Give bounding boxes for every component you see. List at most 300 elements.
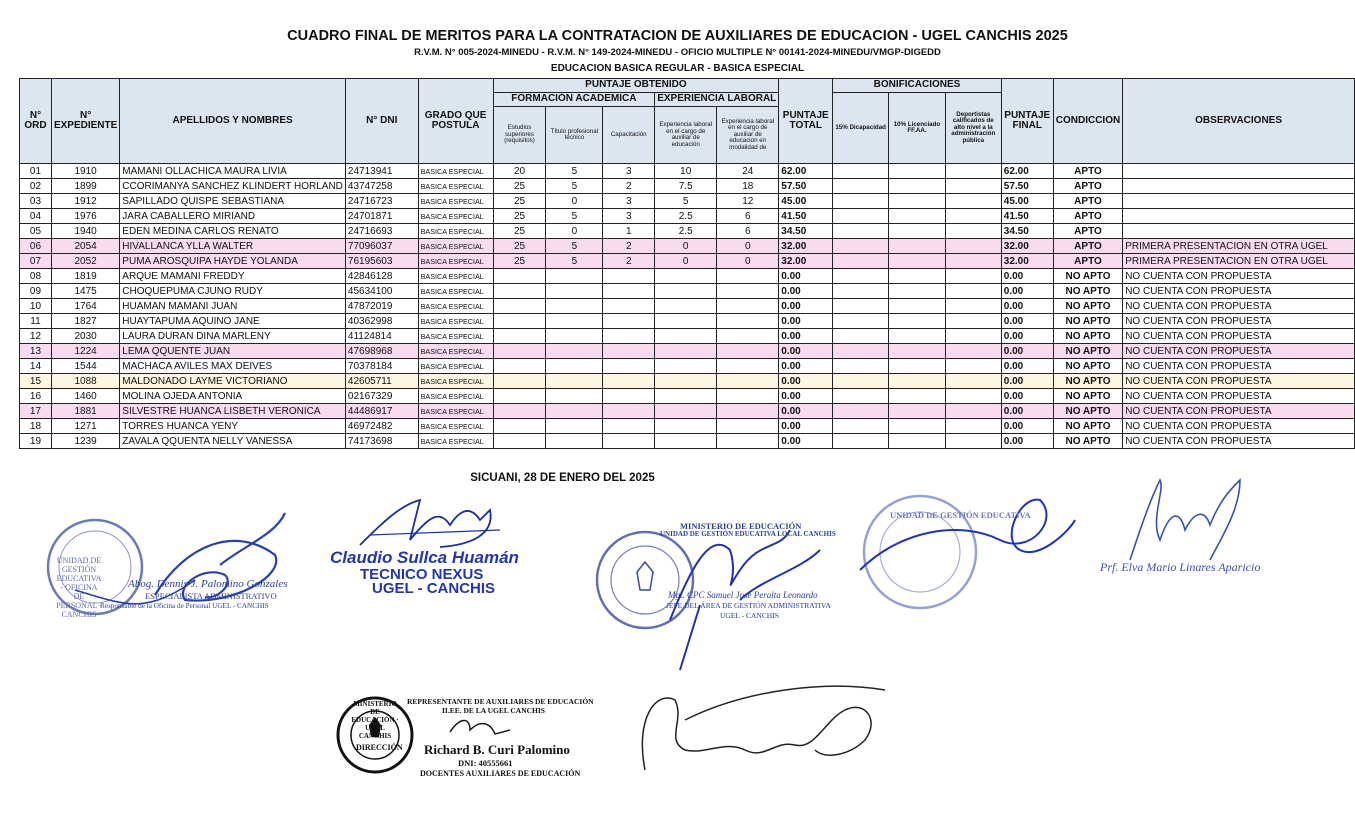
cell-grado: BASICA ESPECIAL — [418, 404, 493, 419]
cell-deportistas — [945, 269, 1001, 284]
cell-capacitacion — [603, 269, 655, 284]
cell-titulo — [546, 404, 603, 419]
cell-discapacidad — [833, 329, 889, 344]
cell-condicion: NO APTO — [1053, 314, 1122, 329]
cell-puntaje-total: 57.50 — [779, 179, 833, 194]
cell-observaciones — [1123, 164, 1355, 179]
cell-condicion: NO APTO — [1053, 359, 1122, 374]
header-experiencia: EXPERIENCIA LABORAL — [655, 93, 779, 107]
cell-grado: BASICA ESPECIAL — [418, 224, 493, 239]
cell-puntaje-final: 34.50 — [1001, 224, 1053, 239]
cell-puntaje-final: 0.00 — [1001, 374, 1053, 389]
cell-grado: BASICA ESPECIAL — [418, 284, 493, 299]
cell-capacitacion — [603, 314, 655, 329]
cell-name: MALDONADO LAYME VICTORIANO — [120, 374, 346, 389]
cell-titulo — [546, 284, 603, 299]
signer-2-name: Claudio Sullca Huamán — [330, 548, 519, 567]
cell-condicion: NO APTO — [1053, 374, 1122, 389]
education-level: EDUCACION BASICA REGULAR - BASICA ESPECIAL — [550, 63, 805, 74]
cell-puntaje-final: 0.00 — [1001, 284, 1053, 299]
table-row — [20, 404, 1355, 419]
cell-capacitacion: 3 — [603, 209, 655, 224]
cell-observaciones: NO CUENTA CON PROPUESTA — [1123, 359, 1355, 374]
cell-condicion: APTO — [1053, 194, 1122, 209]
cell-estudios — [493, 404, 546, 419]
cell-observaciones: NO CUENTA CON PROPUESTA — [1123, 269, 1355, 284]
table-row — [20, 239, 1355, 254]
cell-ord: 05 — [20, 224, 52, 239]
cell-discapacidad — [833, 284, 889, 299]
cell-puntaje-total: 32.00 — [779, 254, 833, 269]
cell-titulo — [546, 314, 603, 329]
cell-exp-modalidad — [717, 299, 779, 314]
table-row — [20, 269, 1355, 284]
cell-name: MOLINA OJEDA ANTONIA — [120, 389, 346, 404]
header-condicion: CONDICCION — [1053, 79, 1122, 164]
cell-licenciado — [889, 269, 946, 284]
cell-ord: 01 — [20, 164, 52, 179]
header-observaciones: OBSERVACIONES — [1123, 79, 1355, 164]
cell-observaciones — [1123, 209, 1355, 224]
seal-3-ministry: MINISTERIO DE EDUCACIÓN — [680, 521, 802, 531]
cell-expediente: 1239 — [51, 434, 119, 449]
cell-condicion: APTO — [1053, 254, 1122, 269]
merit-table — [19, 78, 1355, 449]
cell-exp-modalidad: 0 — [717, 239, 779, 254]
cell-exp-modalidad — [717, 329, 779, 344]
cell-name: CHOQUEPUMA CJUNO RUDY — [120, 284, 346, 299]
cell-puntaje-total: 0.00 — [779, 404, 833, 419]
cell-capacitacion — [603, 434, 655, 449]
cell-puntaje-final: 0.00 — [1001, 404, 1053, 419]
cell-capacitacion — [603, 344, 655, 359]
seal-1-text: UNIDAD DE GESTIÓN EDUCATIVA - OFICINA DE PERSONAL - CANCHIS — [56, 556, 102, 619]
cell-puntaje-total: 45.00 — [779, 194, 833, 209]
cell-exp-cargo — [655, 404, 717, 419]
cell-estudios — [493, 269, 546, 284]
header-licenciado: 10% Licenciado FF.AA. — [889, 93, 946, 164]
cell-capacitacion — [603, 404, 655, 419]
cell-exp-cargo — [655, 344, 717, 359]
signer-3-unit: UGEL - CANCHIS — [720, 611, 779, 620]
cell-observaciones: NO CUENTA CON PROPUESTA — [1123, 344, 1355, 359]
cell-name: PUMA AROSQUIPA HAYDE YOLANDA — [120, 254, 346, 269]
cell-ord: 16 — [20, 389, 52, 404]
cell-exp-cargo: 10 — [655, 164, 717, 179]
header-nombres: APELLIDOS Y NOMBRES — [120, 79, 346, 164]
cell-observaciones: NO CUENTA CON PROPUESTA — [1123, 434, 1355, 449]
cell-capacitacion — [603, 359, 655, 374]
cell-titulo — [546, 299, 603, 314]
cell-estudios: 20 — [493, 164, 546, 179]
cell-grado: BASICA ESPECIAL — [418, 374, 493, 389]
cell-exp-modalidad: 6 — [717, 224, 779, 239]
header-titulo: Título profesional técnico — [546, 107, 603, 164]
cell-name: SAPILLADO QUISPE SEBASTIANA — [120, 194, 346, 209]
document-subtitle: R.V.M. N° 005-2024-MINEDU - R.V.M. N° 149-2024-MINEDU - OFICIO MULTIPLE N° 00141-2024-MINEDU/VMGP-DIGEDD — [414, 47, 941, 58]
cell-capacitacion: 3 — [603, 194, 655, 209]
cell-discapacidad — [833, 434, 889, 449]
cell-dni: 42846128 — [345, 269, 418, 284]
cell-deportistas — [945, 179, 1001, 194]
cell-estudios — [493, 434, 546, 449]
signature-6-icon — [440, 712, 520, 742]
cell-exp-cargo — [655, 269, 717, 284]
cell-ord: 11 — [20, 314, 52, 329]
cell-discapacidad — [833, 209, 889, 224]
cell-dni: 24713941 — [345, 164, 418, 179]
cell-discapacidad — [833, 389, 889, 404]
cell-expediente: 1910 — [51, 164, 119, 179]
cell-exp-cargo: 5 — [655, 194, 717, 209]
cell-observaciones: NO CUENTA CON PROPUESTA — [1123, 419, 1355, 434]
table-row — [20, 209, 1355, 224]
signer-6-name: Richard B. Curi Palomino — [424, 742, 570, 757]
cell-deportistas — [945, 209, 1001, 224]
cell-condicion: NO APTO — [1053, 299, 1122, 314]
cell-ord: 04 — [20, 209, 52, 224]
cell-exp-cargo — [655, 434, 717, 449]
cell-estudios: 25 — [493, 179, 546, 194]
cell-expediente: 1224 — [51, 344, 119, 359]
cell-licenciado — [889, 359, 946, 374]
cell-puntaje-final: 45.00 — [1001, 194, 1053, 209]
cell-deportistas — [945, 389, 1001, 404]
cell-exp-modalidad: 6 — [717, 209, 779, 224]
cell-ord: 13 — [20, 344, 52, 359]
cell-name: MACHACA AVILES MAX DEIVES — [120, 359, 346, 374]
cell-observaciones: NO CUENTA CON PROPUESTA — [1123, 329, 1355, 344]
cell-dni: 40362998 — [345, 314, 418, 329]
signer-1-name: Abog. Dennis J. Palomino Gonzales — [128, 578, 288, 590]
cell-ord: 18 — [20, 419, 52, 434]
cell-titulo — [546, 419, 603, 434]
cell-capacitacion — [603, 374, 655, 389]
cell-grado: BASICA ESPECIAL — [418, 194, 493, 209]
cell-expediente: 1976 — [51, 209, 119, 224]
cell-exp-modalidad: 18 — [717, 179, 779, 194]
cell-dni: 74173698 — [345, 434, 418, 449]
header-discapacidad: 15% Dicapacidad — [833, 93, 889, 164]
cell-capacitacion — [603, 419, 655, 434]
cell-observaciones: NO CUENTA CON PROPUESTA — [1123, 404, 1355, 419]
cell-observaciones: PRIMERA PRESENTACION EN OTRA UGEL — [1123, 254, 1355, 269]
cell-grado: BASICA ESPECIAL — [418, 239, 493, 254]
cell-capacitacion: 2 — [603, 239, 655, 254]
cell-condicion: NO APTO — [1053, 329, 1122, 344]
cell-puntaje-final: 0.00 — [1001, 419, 1053, 434]
cell-dni: 02167329 — [345, 389, 418, 404]
cell-discapacidad — [833, 299, 889, 314]
cell-expediente: 1940 — [51, 224, 119, 239]
cell-expediente: 1764 — [51, 299, 119, 314]
cell-puntaje-final: 0.00 — [1001, 314, 1053, 329]
cell-dni: 70378184 — [345, 359, 418, 374]
cell-observaciones: NO CUENTA CON PROPUESTA — [1123, 299, 1355, 314]
cell-ord: 15 — [20, 374, 52, 389]
cell-deportistas — [945, 434, 1001, 449]
signer-6-rep2: II.EE. DE LA UGEL CANCHIS — [442, 706, 545, 715]
cell-licenciado — [889, 179, 946, 194]
signer-2-unit: UGEL - CANCHIS — [372, 580, 496, 597]
cell-puntaje-final: 0.00 — [1001, 299, 1053, 314]
cell-name: MAMANI OLLACHICA MAURA LIVIA — [120, 164, 346, 179]
cell-name: HUAYTAPUMA AQUINO JANE — [120, 314, 346, 329]
cell-ord: 14 — [20, 359, 52, 374]
cell-grado: BASICA ESPECIAL — [418, 164, 493, 179]
signer-3-name: Mgt. CPC Samuel José Peralta Leonardo — [668, 590, 818, 600]
cell-exp-modalidad: 24 — [717, 164, 779, 179]
signer-5-name: Prf. Elva Mario Linares Aparicio — [1100, 560, 1261, 574]
cell-discapacidad — [833, 404, 889, 419]
cell-condicion: APTO — [1053, 239, 1122, 254]
header-deportistas: Deportistas calificados de alto nivel a la administración pública — [945, 93, 1001, 164]
cell-licenciado — [889, 389, 946, 404]
cell-grado: BASICA ESPECIAL — [418, 329, 493, 344]
cell-discapacidad — [833, 374, 889, 389]
cell-name: ZAVALA QQUENTA NELLY VANESSA — [120, 434, 346, 449]
cell-dni: 47872019 — [345, 299, 418, 314]
cell-name: SILVESTRE HUANCA LISBETH VERONICA — [120, 404, 346, 419]
cell-expediente: 1899 — [51, 179, 119, 194]
cell-deportistas — [945, 359, 1001, 374]
cell-puntaje-total: 32.00 — [779, 239, 833, 254]
cell-dni: 46972482 — [345, 419, 418, 434]
header-exp-modalidad: Experiencia laboral en el cargo de auxiliar de educacion en modalidad de — [717, 107, 779, 164]
cell-discapacidad — [833, 344, 889, 359]
cell-estudios — [493, 299, 546, 314]
table-row — [20, 374, 1355, 389]
seal-4-text: UNIDAD DE GESTIÓN EDUCATIVA — [890, 510, 1031, 520]
cell-condicion: APTO — [1053, 179, 1122, 194]
cell-puntaje-final: 32.00 — [1001, 254, 1053, 269]
cell-grado: BASICA ESPECIAL — [418, 299, 493, 314]
cell-capacitacion: 2 — [603, 179, 655, 194]
cell-estudios — [493, 359, 546, 374]
cell-condicion: APTO — [1053, 164, 1122, 179]
document-title: CUADRO FINAL DE MERITOS PARA LA CONTRATACION DE AUXILIARES DE EDUCACION - UGEL CANCHIS 2025 — [287, 28, 1068, 44]
place-date: SICUANI, 28 DE ENERO DEL 2025 — [470, 472, 655, 484]
cell-ord: 08 — [20, 269, 52, 284]
cell-exp-cargo: 0 — [655, 239, 717, 254]
cell-puntaje-total: 0.00 — [779, 344, 833, 359]
table-row — [20, 284, 1355, 299]
cell-ord: 10 — [20, 299, 52, 314]
cell-puntaje-final: 0.00 — [1001, 344, 1053, 359]
cell-licenciado — [889, 374, 946, 389]
cell-grado: BASICA ESPECIAL — [418, 209, 493, 224]
header-puntaje-total: PUNTAJE TOTAL — [779, 79, 833, 164]
cell-grado: BASICA ESPECIAL — [418, 434, 493, 449]
table-row — [20, 359, 1355, 374]
cell-expediente: 1819 — [51, 269, 119, 284]
cell-exp-modalidad — [717, 344, 779, 359]
cell-licenciado — [889, 434, 946, 449]
cell-capacitacion — [603, 389, 655, 404]
cell-ord: 17 — [20, 404, 52, 419]
cell-deportistas — [945, 164, 1001, 179]
cell-puntaje-total: 0.00 — [779, 359, 833, 374]
cell-expediente: 1544 — [51, 359, 119, 374]
cell-grado: BASICA ESPECIAL — [418, 179, 493, 194]
cell-exp-modalidad — [717, 284, 779, 299]
cell-exp-cargo — [655, 299, 717, 314]
header-ord: N° ORD — [20, 79, 52, 164]
cell-observaciones: NO CUENTA CON PROPUESTA — [1123, 284, 1355, 299]
cell-exp-modalidad: 0 — [717, 254, 779, 269]
cell-name: LAURA DURAN DINA MARLENY — [120, 329, 346, 344]
signer-6-rep: REPRESENTANTE DE AUXILIARES DE EDUCACIÓN — [407, 697, 594, 706]
cell-puntaje-final: 0.00 — [1001, 359, 1053, 374]
cell-exp-cargo — [655, 359, 717, 374]
cell-ord: 06 — [20, 239, 52, 254]
cell-grado: BASICA ESPECIAL — [418, 419, 493, 434]
header-capacitacion: Capacitación — [603, 107, 655, 164]
table-row — [20, 254, 1355, 269]
seal-3-unit: UNIDAD DE GESTIÓN EDUCATIVA LOCAL CANCHIS — [660, 530, 836, 538]
cell-estudios: 25 — [493, 254, 546, 269]
table-row — [20, 389, 1355, 404]
cell-puntaje-final: 0.00 — [1001, 434, 1053, 449]
cell-puntaje-final: 0.00 — [1001, 269, 1053, 284]
cell-discapacidad — [833, 269, 889, 284]
cell-condicion: APTO — [1053, 209, 1122, 224]
cell-deportistas — [945, 194, 1001, 209]
cell-dni: 76195603 — [345, 254, 418, 269]
table-row — [20, 179, 1355, 194]
cell-estudios — [493, 389, 546, 404]
cell-deportistas — [945, 239, 1001, 254]
cell-expediente: 2030 — [51, 329, 119, 344]
cell-deportistas — [945, 224, 1001, 239]
cell-expediente: 1475 — [51, 284, 119, 299]
table-row — [20, 299, 1355, 314]
cell-observaciones: PRIMERA PRESENTACION EN OTRA UGEL — [1123, 239, 1355, 254]
cell-grado: BASICA ESPECIAL — [418, 314, 493, 329]
cell-exp-cargo — [655, 419, 717, 434]
header-dni: N° DNI — [345, 79, 418, 164]
cell-exp-cargo — [655, 329, 717, 344]
table-row — [20, 344, 1355, 359]
signature-7-icon — [625, 660, 895, 790]
cell-exp-modalidad — [717, 359, 779, 374]
cell-observaciones: NO CUENTA CON PROPUESTA — [1123, 389, 1355, 404]
cell-titulo: 0 — [546, 224, 603, 239]
cell-exp-modalidad — [717, 419, 779, 434]
cell-puntaje-total: 41.50 — [779, 209, 833, 224]
cell-dni: 41124814 — [345, 329, 418, 344]
cell-ord: 19 — [20, 434, 52, 449]
cell-discapacidad — [833, 359, 889, 374]
cell-exp-cargo: 2.5 — [655, 209, 717, 224]
cell-exp-cargo — [655, 314, 717, 329]
cell-exp-modalidad — [717, 314, 779, 329]
cell-condicion: NO APTO — [1053, 419, 1122, 434]
cell-name: TORRES HUANCA YENY — [120, 419, 346, 434]
cell-grado: BASICA ESPECIAL — [418, 269, 493, 284]
cell-expediente: 1460 — [51, 389, 119, 404]
cell-puntaje-total: 0.00 — [779, 299, 833, 314]
cell-puntaje-final: 57.50 — [1001, 179, 1053, 194]
cell-exp-modalidad — [717, 434, 779, 449]
cell-condicion: NO APTO — [1053, 434, 1122, 449]
cell-deportistas — [945, 299, 1001, 314]
cell-dni: 43747258 — [345, 179, 418, 194]
signer-6-role: DOCENTES AUXILIARES DE EDUCACIÓN — [420, 769, 581, 778]
cell-exp-cargo — [655, 389, 717, 404]
cell-observaciones — [1123, 194, 1355, 209]
cell-dni: 42605711 — [345, 374, 418, 389]
cell-deportistas — [945, 344, 1001, 359]
cell-licenciado — [889, 314, 946, 329]
cell-observaciones — [1123, 179, 1355, 194]
cell-licenciado — [889, 224, 946, 239]
cell-puntaje-total: 34.50 — [779, 224, 833, 239]
cell-grado: BASICA ESPECIAL — [418, 359, 493, 374]
cell-estudios: 25 — [493, 224, 546, 239]
cell-puntaje-total: 0.00 — [779, 269, 833, 284]
header-puntaje-obtenido: PUNTAJE OBTENIDO — [493, 79, 779, 93]
cell-licenciado — [889, 164, 946, 179]
table-row — [20, 314, 1355, 329]
cell-titulo — [546, 359, 603, 374]
cell-dni: 77096037 — [345, 239, 418, 254]
cell-licenciado — [889, 209, 946, 224]
cell-discapacidad — [833, 194, 889, 209]
cell-condicion: APTO — [1053, 224, 1122, 239]
cell-name: JARA CABALLERO MIRIAND — [120, 209, 346, 224]
cell-titulo — [546, 269, 603, 284]
cell-exp-modalidad — [717, 404, 779, 419]
cell-condicion: NO APTO — [1053, 404, 1122, 419]
cell-expediente: 1912 — [51, 194, 119, 209]
cell-capacitacion: 2 — [603, 254, 655, 269]
cell-licenciado — [889, 254, 946, 269]
cell-puntaje-total: 0.00 — [779, 314, 833, 329]
cell-expediente: 2052 — [51, 254, 119, 269]
cell-grado: BASICA ESPECIAL — [418, 254, 493, 269]
cell-expediente: 1271 — [51, 419, 119, 434]
cell-puntaje-total: 0.00 — [779, 374, 833, 389]
header-puntaje-final: PUNTAJE FINAL — [1001, 79, 1053, 164]
cell-ord: 07 — [20, 254, 52, 269]
cell-titulo — [546, 389, 603, 404]
cell-condicion: NO APTO — [1053, 284, 1122, 299]
cell-discapacidad — [833, 224, 889, 239]
cell-discapacidad — [833, 179, 889, 194]
cell-observaciones: NO CUENTA CON PROPUESTA — [1123, 314, 1355, 329]
signer-1-role: ESPECIALISTA ADMINISTRATIVO — [145, 591, 277, 601]
cell-dni: 45634100 — [345, 284, 418, 299]
cell-exp-cargo: 0 — [655, 254, 717, 269]
cell-titulo: 5 — [546, 179, 603, 194]
signer-2-role: TECNICO NEXUS — [360, 566, 484, 583]
cell-titulo: 0 — [546, 194, 603, 209]
cell-puntaje-total: 0.00 — [779, 284, 833, 299]
header-expediente: N° EXPEDIENTE — [51, 79, 119, 164]
cell-exp-modalidad: 12 — [717, 194, 779, 209]
cell-dni: 47698968 — [345, 344, 418, 359]
seal-6-ring: MINISTERIO DE EDUCACIÓN · UGEL CANCHIS — [351, 700, 399, 740]
cell-expediente: 1088 — [51, 374, 119, 389]
cell-estudios: 25 — [493, 194, 546, 209]
cell-capacitacion — [603, 299, 655, 314]
cell-grado: BASICA ESPECIAL — [418, 389, 493, 404]
merit-table-body — [20, 164, 1355, 449]
cell-exp-cargo — [655, 374, 717, 389]
cell-discapacidad — [833, 239, 889, 254]
cell-licenciado — [889, 329, 946, 344]
